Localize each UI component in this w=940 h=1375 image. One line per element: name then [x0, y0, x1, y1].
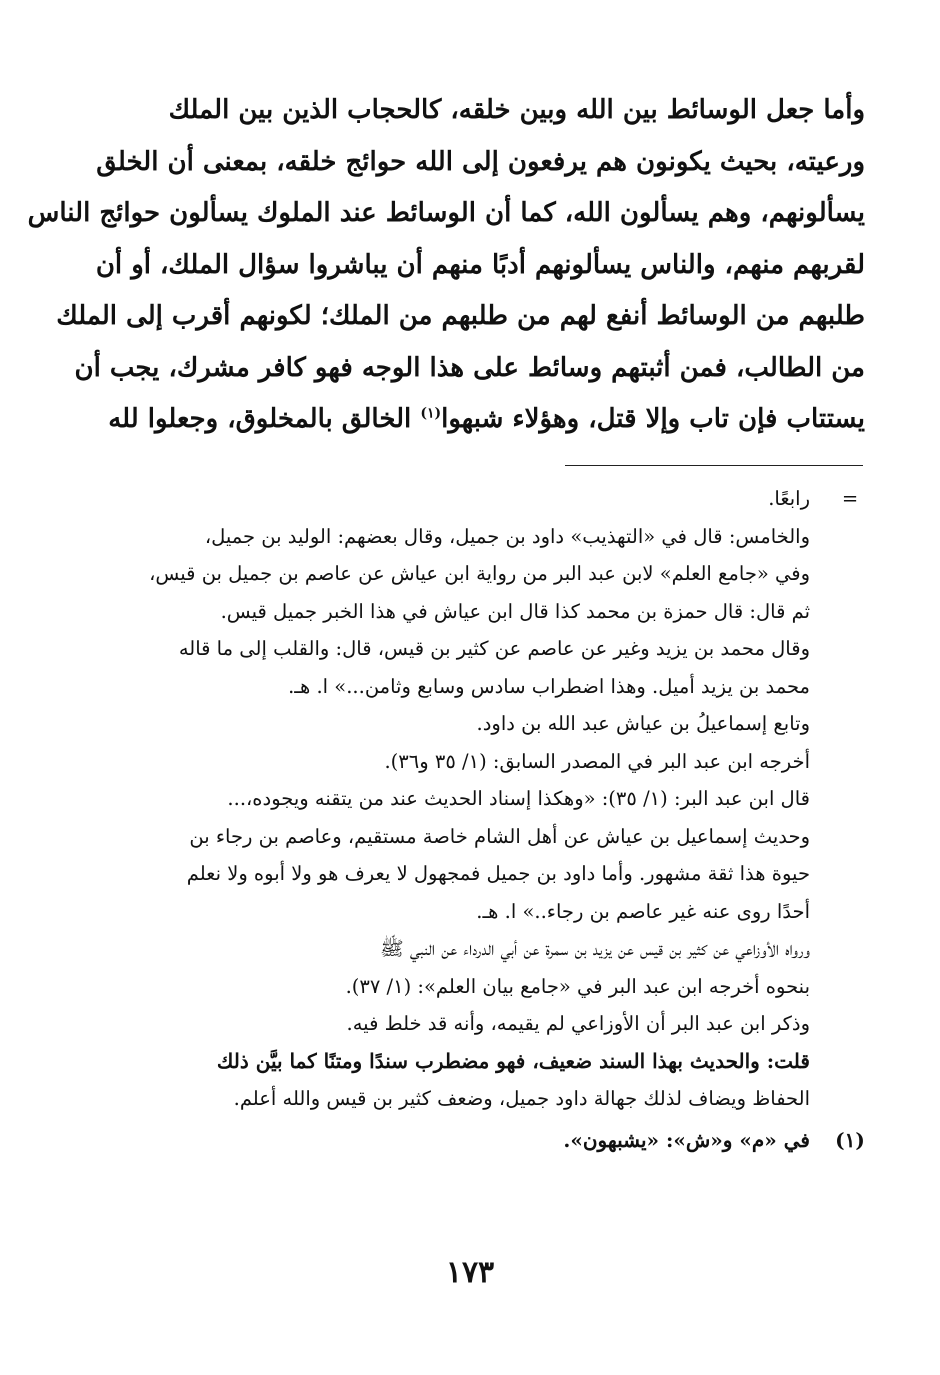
- footnote-line: [160, 780, 865, 818]
- main-line: يسألونهم، وهم يسألون الله، كما أن الوسائط عند الملوك يسألون حوائج الناس: [27, 198, 865, 228]
- main-line: من الطالب، فمن أثبتهم وسائط على هذا الوجه فهو كافر مشرك، يجب أن: [74, 352, 865, 383]
- main-line: ورعيته، بحيث يكونون هم يرفعون إلى الله حوائج خلقه، بمعنى أن الخلق: [96, 146, 865, 177]
- footnote-line: [160, 855, 865, 893]
- footnote-text: ورواه الأوزاعي عن كثير بن قيس عن يزيد بن سمرة عن أبي الدرداء عن النبي ﷺ: [380, 937, 810, 960]
- footnote-line: [149, 555, 865, 593]
- footnote-marker: (١): [835, 1127, 865, 1152]
- footnote-line: [160, 668, 865, 706]
- footnote-text: محمد بن يزيد أميل. وهذا اضطراب سادس وسابع وثامن...» ا. هـ.: [288, 674, 810, 698]
- page-number: ١٧٣: [445, 1255, 495, 1290]
- main-line-text: الخالق بالمخلوق، وجعلوا لله: [108, 404, 421, 434]
- footnote-line: [160, 818, 865, 856]
- main-text: [27, 85, 865, 446]
- main-line: طلبهم من الوسائط أنفع لهم من طلبهم من الملك؛ لكونهم أقرب إلى الملك: [56, 301, 865, 331]
- footnote-text: حيوة هذا ثقة مشهور. وأما داود بن جميل فمجهول لا يعرف هو ولا أبوه ولا نعلم: [186, 862, 810, 885]
- footnote-line: [160, 1080, 865, 1118]
- footnote-line: [160, 518, 865, 556]
- footnote-line: [160, 593, 865, 631]
- footnote-text: ثم قال: قال حمزة بن محمد كذا قال ابن عياش في هذا الخبر جميل قيس.: [220, 599, 810, 623]
- footnote-text: قلت: والحديث بهذا السند ضعيف، فهو مضطرب سندًا ومتنًا كما بيَّن ذلك: [216, 1048, 810, 1073]
- footnote-text: قال ابن عبد البر: (١/ ٣٥): «وهكذا إسناد الحديث عند من يتقنه ويجوده،...: [227, 787, 810, 810]
- footnotes-block: [149, 480, 865, 1159]
- continuation-marker: =: [841, 487, 859, 510]
- footnote-line: [160, 705, 865, 743]
- footnote-line: [160, 1005, 865, 1043]
- footnote-text: وحديث إسماعيل بن عياش عن أهل الشام خاصة مستقيم، وعاصم بن رجاء بن: [189, 824, 810, 848]
- footnote-separator: [565, 465, 863, 466]
- main-line: وأما جعل الوسائط بين الله وبين خلقه، كالحجاب الذين بين الملك: [168, 95, 865, 125]
- main-line-last: [108, 394, 865, 446]
- footnote-1: [160, 1122, 865, 1160]
- footnote-text: وذكر ابن عبد البر أن الأوزاعي لم يقيمه، وأنه قد خلط فيه.: [346, 1012, 810, 1035]
- footnote-text: رابعًا.: [768, 487, 810, 510]
- main-line: لقربهم منهم، والناس يسألونهم أدبًا منهم أن يباشروا سؤال الملك، أو أن: [95, 249, 865, 280]
- footnote-text: بنحوه أخرجه ابن عبد البر في «جامع بيان العلم»: (١/ ٣٧).: [345, 974, 810, 998]
- footnote-line: [160, 743, 865, 781]
- footnote-line: [160, 893, 865, 931]
- footnote-text: أخرجه ابن عبد البر في المصدر السابق: (١/ ٣٥ و٣٦).: [384, 749, 810, 773]
- footnote-text: والخامس: قال في «التهذيب» داود بن جميل، وقال بعضهم: الوليد بن جميل،: [204, 524, 810, 548]
- main-line-text: يستتاب فإن تاب وإلا قتل، وهؤلاء شبهوا: [441, 404, 865, 434]
- footnote-line: [160, 480, 865, 518]
- footnote-reference: (١): [420, 405, 442, 422]
- footnote-line: [160, 1043, 865, 1081]
- footnote-text: وفي «جامع العلم» لابن عبد البر من رواية ابن عياش عن عاصم بن جميل بن قيس،: [149, 562, 810, 585]
- footnote-text: وقال محمد بن يزيد وغير عن عاصم عن كثير بن قيس، قال: والقلب إلى ما قاله: [178, 637, 810, 660]
- footnote-text: في «م» و«ش»: «يشبهون».: [563, 1127, 810, 1152]
- footnote-line: [160, 630, 865, 668]
- footnote-text: وتابع إسماعيلُ بن عياش عبد الله بن داود.: [476, 712, 810, 735]
- footnote-line: [160, 930, 865, 968]
- footnote-text: أحدًا روى عنه غير عاصم بن رجاء..» ا. هـ.: [476, 899, 810, 923]
- footnote-text: الحفاظ ويضاف لذلك جهالة داود جميل، وضعف كثير بن قيس والله أعلم.: [233, 1087, 810, 1110]
- footnote-line: [160, 968, 865, 1006]
